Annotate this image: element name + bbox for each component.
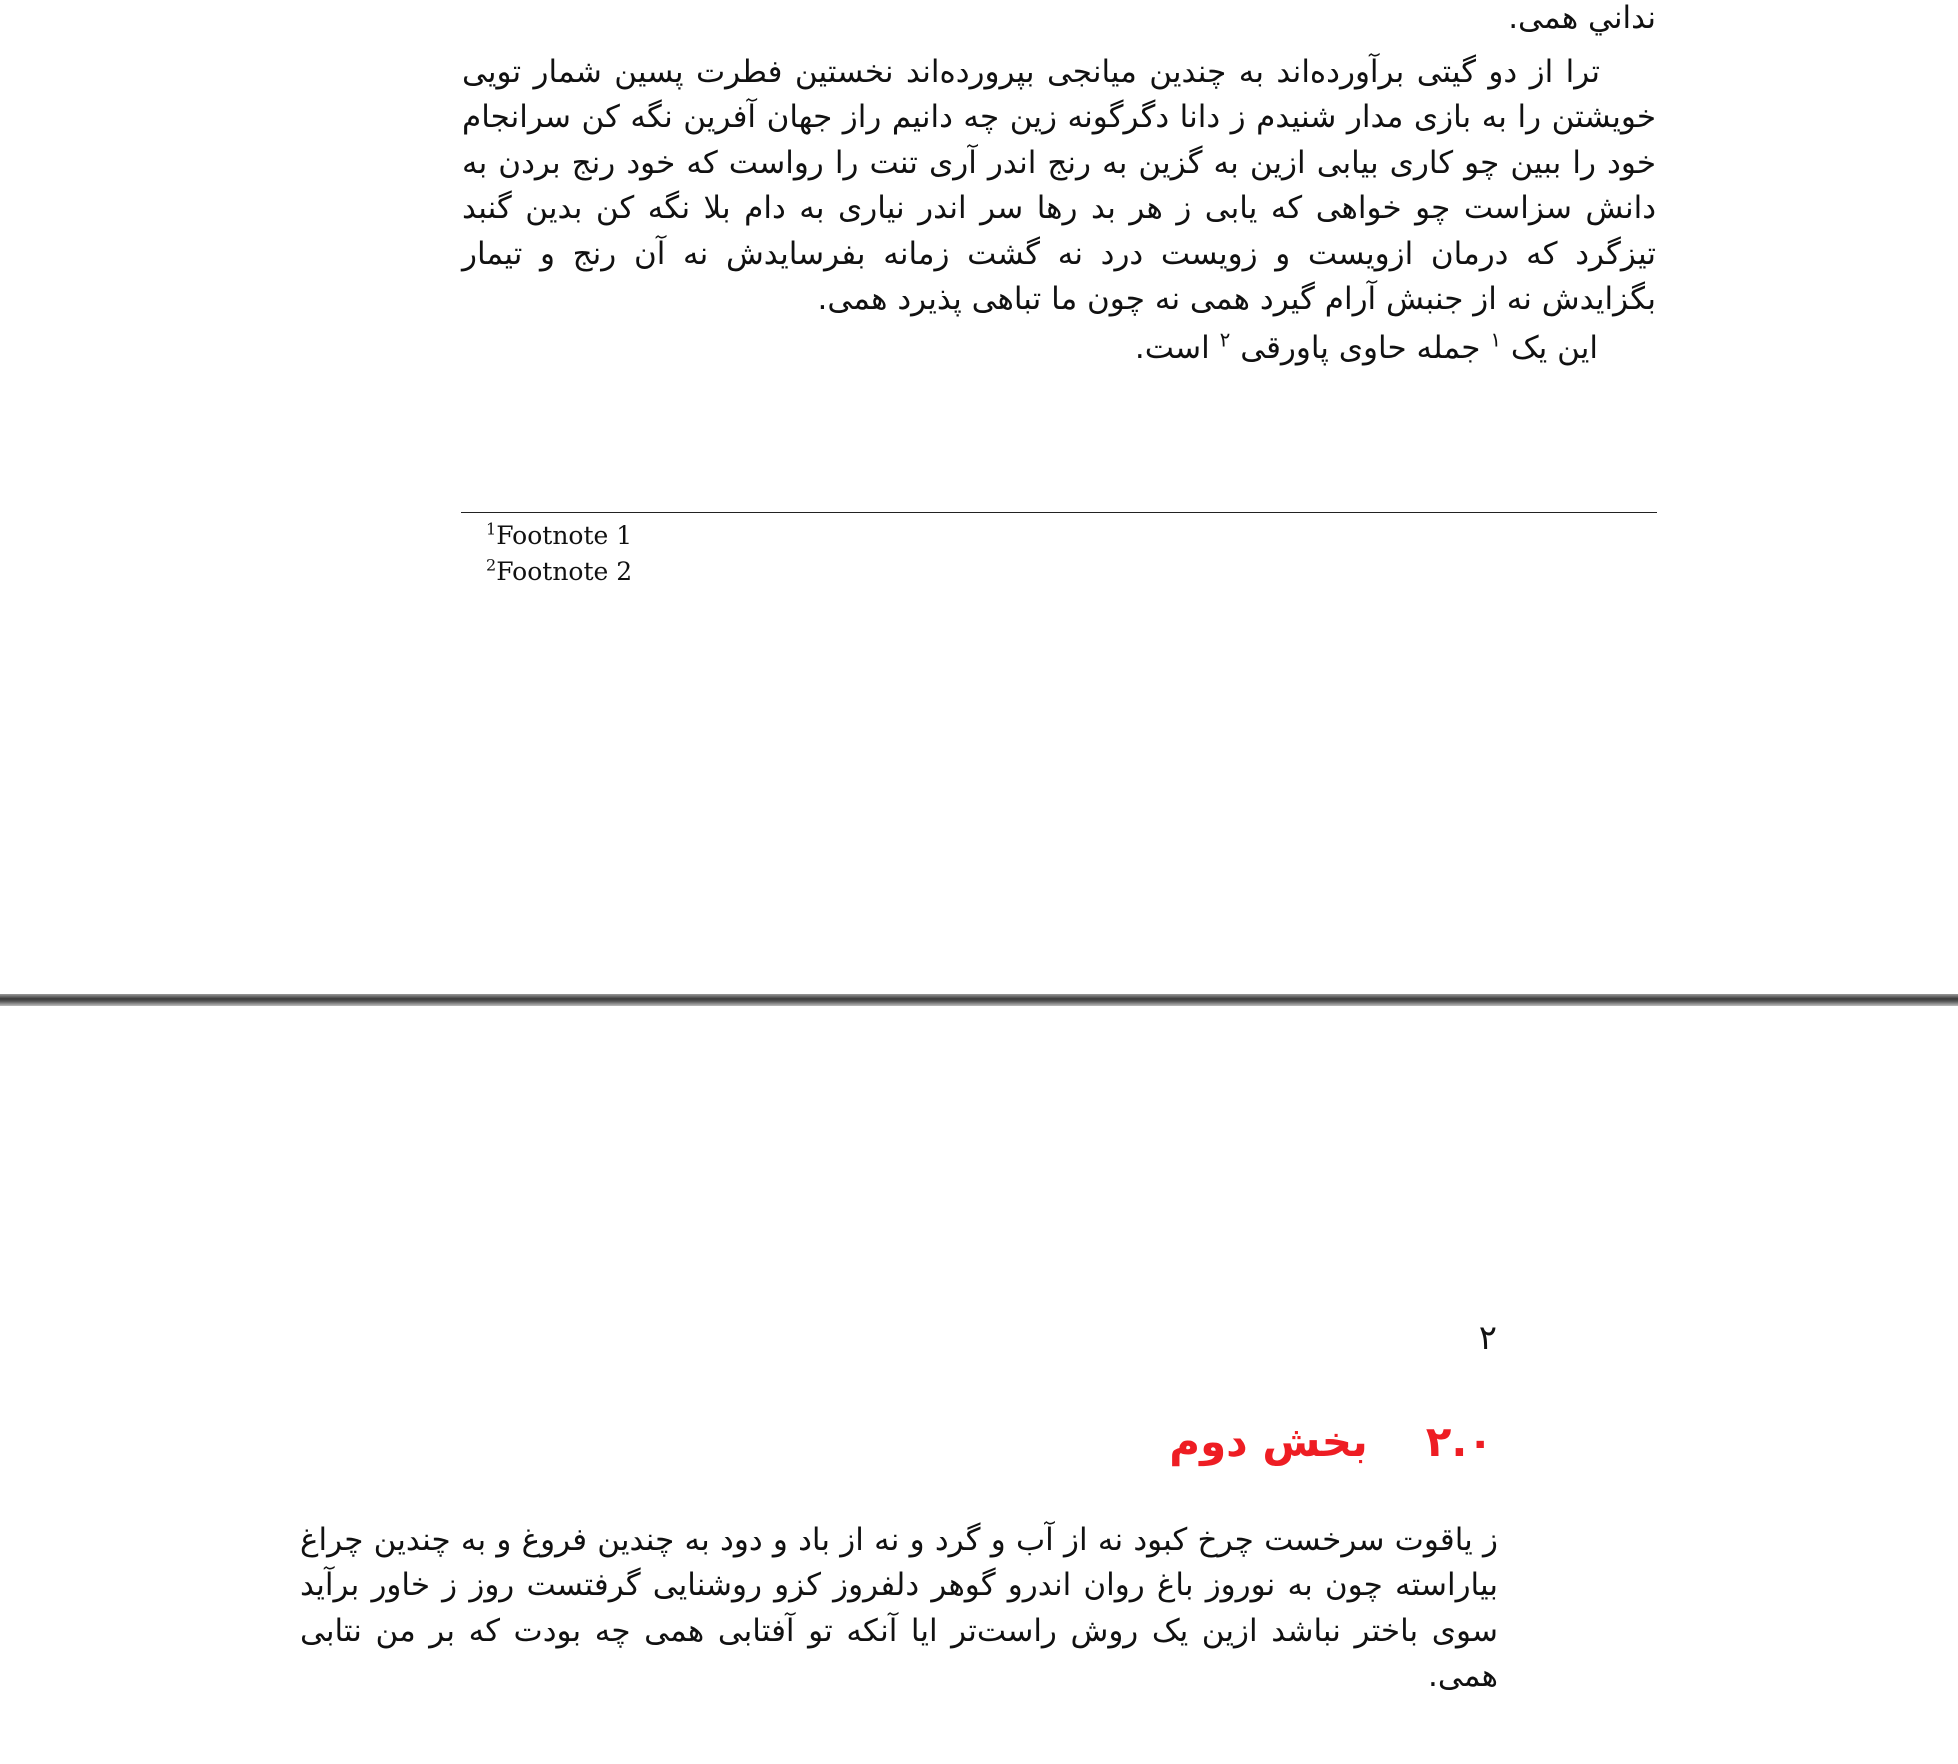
footnote-2 xyxy=(486,554,632,590)
section-title: بخش دوم xyxy=(1169,1417,1368,1466)
footnotes xyxy=(486,518,632,590)
sentence-part: است. xyxy=(1134,330,1210,366)
page-separator xyxy=(0,994,1958,1006)
sentence-part: این یک xyxy=(1510,330,1598,366)
paragraph-continuation: نداني همی. xyxy=(1508,0,1656,36)
footnote-text: Footnote 1 xyxy=(496,521,633,550)
section-number: ۲.۰ xyxy=(1425,1417,1493,1466)
footnote-ref-2[interactable]: ۲ xyxy=(1219,327,1231,352)
footnote-number: 2 xyxy=(486,555,497,575)
footnote-number: 1 xyxy=(486,519,497,539)
sentence-part: جمله حاوی پاورقی xyxy=(1240,330,1481,366)
body-paragraph: ترا از دو گیتی برآورده‌اند به چندین میانجی بپرورده‌اند نخستین فطرت پسین شمار تویی خویشتن را به بازی مدار شنیدم ز دانا دگرگونه زین چه دانیم راز جهان آفرین نگه کن سرانجام خود را ببین چو کاری بیابی ازین به گزین به رنج اندر آری تنت را رواست که خود رنج بردن به دانش سزاست چو خواهی که یابی ز هر بد رها سر اندر نیاری به دام بلا نگه کن بدین گنبد تیزگرد که درمان ازویست و زویست درد نه گشت زمانه بفرسایدش نه آن رنج و تیمار بگزایدش نه از جنبش آرام گیرد همی نه چون ما تباهی پذیرد همی. xyxy=(462,54,1656,318)
footnote-text: Footnote 2 xyxy=(496,557,633,586)
footnote-1 xyxy=(486,518,632,554)
footnote-ref-1[interactable]: ۱ xyxy=(1490,327,1502,352)
footnote-sentence xyxy=(1135,326,1598,371)
footnote-rule xyxy=(461,512,1657,513)
body-paragraph: ز یاقوت سرخست چرخ کبود نه از آب و گرد و نه از باد و دود به چندین فروغ و به چندین چراغ بیاراسته چون به نوروز باغ روان اندرو گوهر دلفروز کزو روشنایی گرفتست روز ز خاور برآید سوی باختر نباشد ازین یک روش راست‌تر ایا آنکه تو آفتابی همی چه بودت که بر من نتابی همی. xyxy=(300,1522,1498,1695)
section-heading xyxy=(1169,1417,1493,1466)
page-number: ۲ xyxy=(1478,1318,1497,1358)
